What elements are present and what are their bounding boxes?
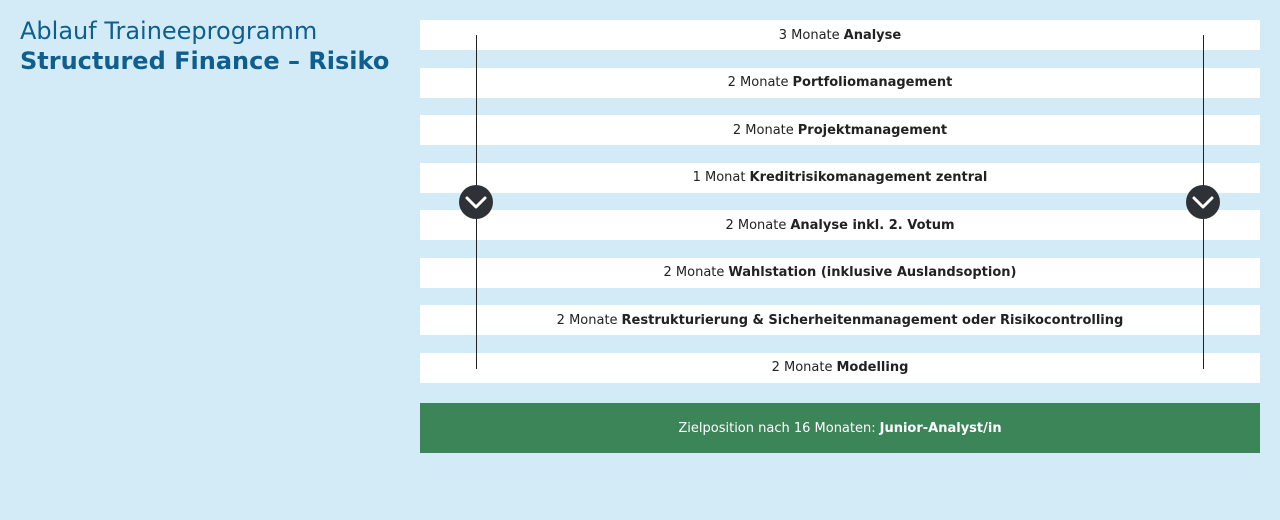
station-row [420, 258, 1260, 288]
station-name: Portfoliomanagement [792, 75, 953, 90]
station-row [420, 305, 1260, 335]
page-subtitle: Structured Finance – Risiko [20, 47, 390, 75]
station-name: Modelling [836, 360, 909, 375]
title-block [20, 16, 389, 76]
station-row [420, 20, 1260, 50]
station-name: Analyse [843, 27, 902, 43]
station-name: Projektmanagement [797, 122, 948, 138]
station-name: Restrukturierung & Sicherheitenmanagement oder Risikocontrolling [621, 312, 1124, 328]
station-row [420, 163, 1260, 193]
goal-prefix: Zielposition nach 16 Monaten: [678, 420, 876, 436]
station-duration: 2 Monate [663, 265, 725, 280]
station-duration: 2 Monate [732, 122, 794, 138]
page-title: Ablauf Traineeprogramm [20, 17, 318, 45]
station-duration: 2 Monate [556, 312, 618, 328]
station-duration: 2 Monate [771, 360, 833, 375]
station-name: Analyse inkl. 2. Votum [790, 217, 955, 233]
chevron-down-icon [1186, 185, 1220, 219]
station-duration: 1 Monat [692, 170, 746, 185]
goal-position: Junior-Analyst/in [879, 420, 1002, 436]
station-name: Kreditrisikomanagement zentral [749, 170, 988, 185]
chevron-down-icon [459, 185, 493, 219]
station-duration: 2 Monate [725, 217, 787, 233]
station-duration: 3 Monate [778, 27, 840, 43]
station-row [420, 68, 1260, 98]
goal-banner [420, 403, 1260, 453]
station-duration: 2 Monate [727, 75, 789, 90]
station-row [420, 353, 1260, 383]
station-row [420, 210, 1260, 240]
station-row [420, 115, 1260, 145]
station-name: Wahlstation (inklusive Auslandsoption) [728, 265, 1017, 280]
